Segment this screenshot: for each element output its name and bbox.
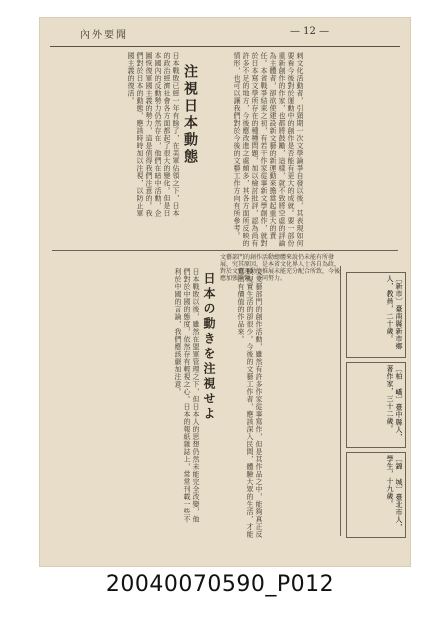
- upper-left-heading: 注視日本動態: [182, 64, 198, 166]
- notice-box-3: [346, 452, 406, 538]
- upper-right-article: [232, 52, 402, 248]
- notice-box-1-text: [351, 275, 403, 353]
- notice-box-2-text: [351, 365, 403, 443]
- notice-box-2-label: 〔柏 嶠〕: [395, 365, 403, 404]
- notice-box-2-body: 臺中縣人，著作家，三十二歲。: [386, 365, 403, 441]
- notice-box-3-text: [351, 455, 403, 533]
- header-rule: [50, 46, 400, 47]
- notice-box-1-label: 〔新市〕: [395, 275, 403, 305]
- lower-left-article: [68, 268, 228, 538]
- upper-right-article-continuation-text: 文藝部門的創作活動總體來說仍未能有所發展，究其原因，是本省文化界人士各自為政，對於文藝運動的推展未能充分配合所致，今後應加強聯繫，共同努力。: [220, 254, 341, 282]
- lower-heading: 日本の動きを注視せよ: [202, 272, 216, 422]
- archive-caption: 20040070590_P012: [105, 572, 335, 597]
- upper-left-article-text: 日本戰敗已經一年有餘了，在美軍佔領之下，日本的政治經濟社會各方面都起了很大的變化。但是日本國內的反動勢力仍然存在，他們在暗中活動，企圖恢復軍國主義的勢力，這是值得我們注意的。我們對於日本的動態，應該時時加以注視，以防止軍國主義的復活。: [127, 52, 180, 217]
- lower-right-article-text: 又文藝部門的創作活動，雖然有許多作家從事寫作，但是其作品之中，能夠真正反映現實生活的卻很少。今後的文藝工作者，應該深入民間，體驗大眾的生活，才能寫出有價值的作品來。: [237, 268, 263, 538]
- upper-left-article: [52, 52, 220, 248]
- section-title: 內外要聞: [80, 30, 128, 41]
- lower-right-article: [236, 268, 336, 538]
- notice-box-1-body: 臺南縣新市鄉人，教員，二十歲。: [386, 275, 403, 350]
- document-page: [40, 18, 410, 566]
- column-divider: [340, 266, 341, 536]
- notice-box-2: [346, 362, 406, 448]
- notice-box-3-body: 臺北市人，學生，十九歲。: [386, 455, 403, 531]
- page-number: — 12 —: [290, 26, 330, 37]
- section-divider: [52, 250, 398, 251]
- page-header: [40, 18, 410, 52]
- upper-right-article-continuation: [220, 254, 341, 282]
- lower-left-article-text: 日本戰敗以後，雖然在盟軍管理之下，但日本人的思想仍然未能完全改變，他們對於中國的態度，依然存有輕視之心。日本的報紙雜誌上，常常刊載一些不利於中國的言論，我們應該嚴加注意。: [174, 268, 200, 523]
- notice-box-1: [346, 272, 406, 358]
- upper-right-article-text: 刺文化活動者，引頸期一次文學論爭自發以後，其表現如何要看今後對於運動中的創作是否能有更大的成就。要一部份重新創作的作家，也都將鼓勵，這樣，就不致將空虛的評論為主體者，卻欲使建設新文藝的新運動來擔當起重大的責任。本省戰爭結束之初，有若干作家從事新文學創作，就對於日本寫文學所存在的種種問題，加以檢討批評，認為尚有許多不足的地方，今後應改進之處頗多，其各方面所反映的情形，也可以讓我們對於今後的文藝工作方向有所參考。: [233, 52, 304, 247]
- notice-box-3-label: 〔錦 城〕: [395, 455, 403, 494]
